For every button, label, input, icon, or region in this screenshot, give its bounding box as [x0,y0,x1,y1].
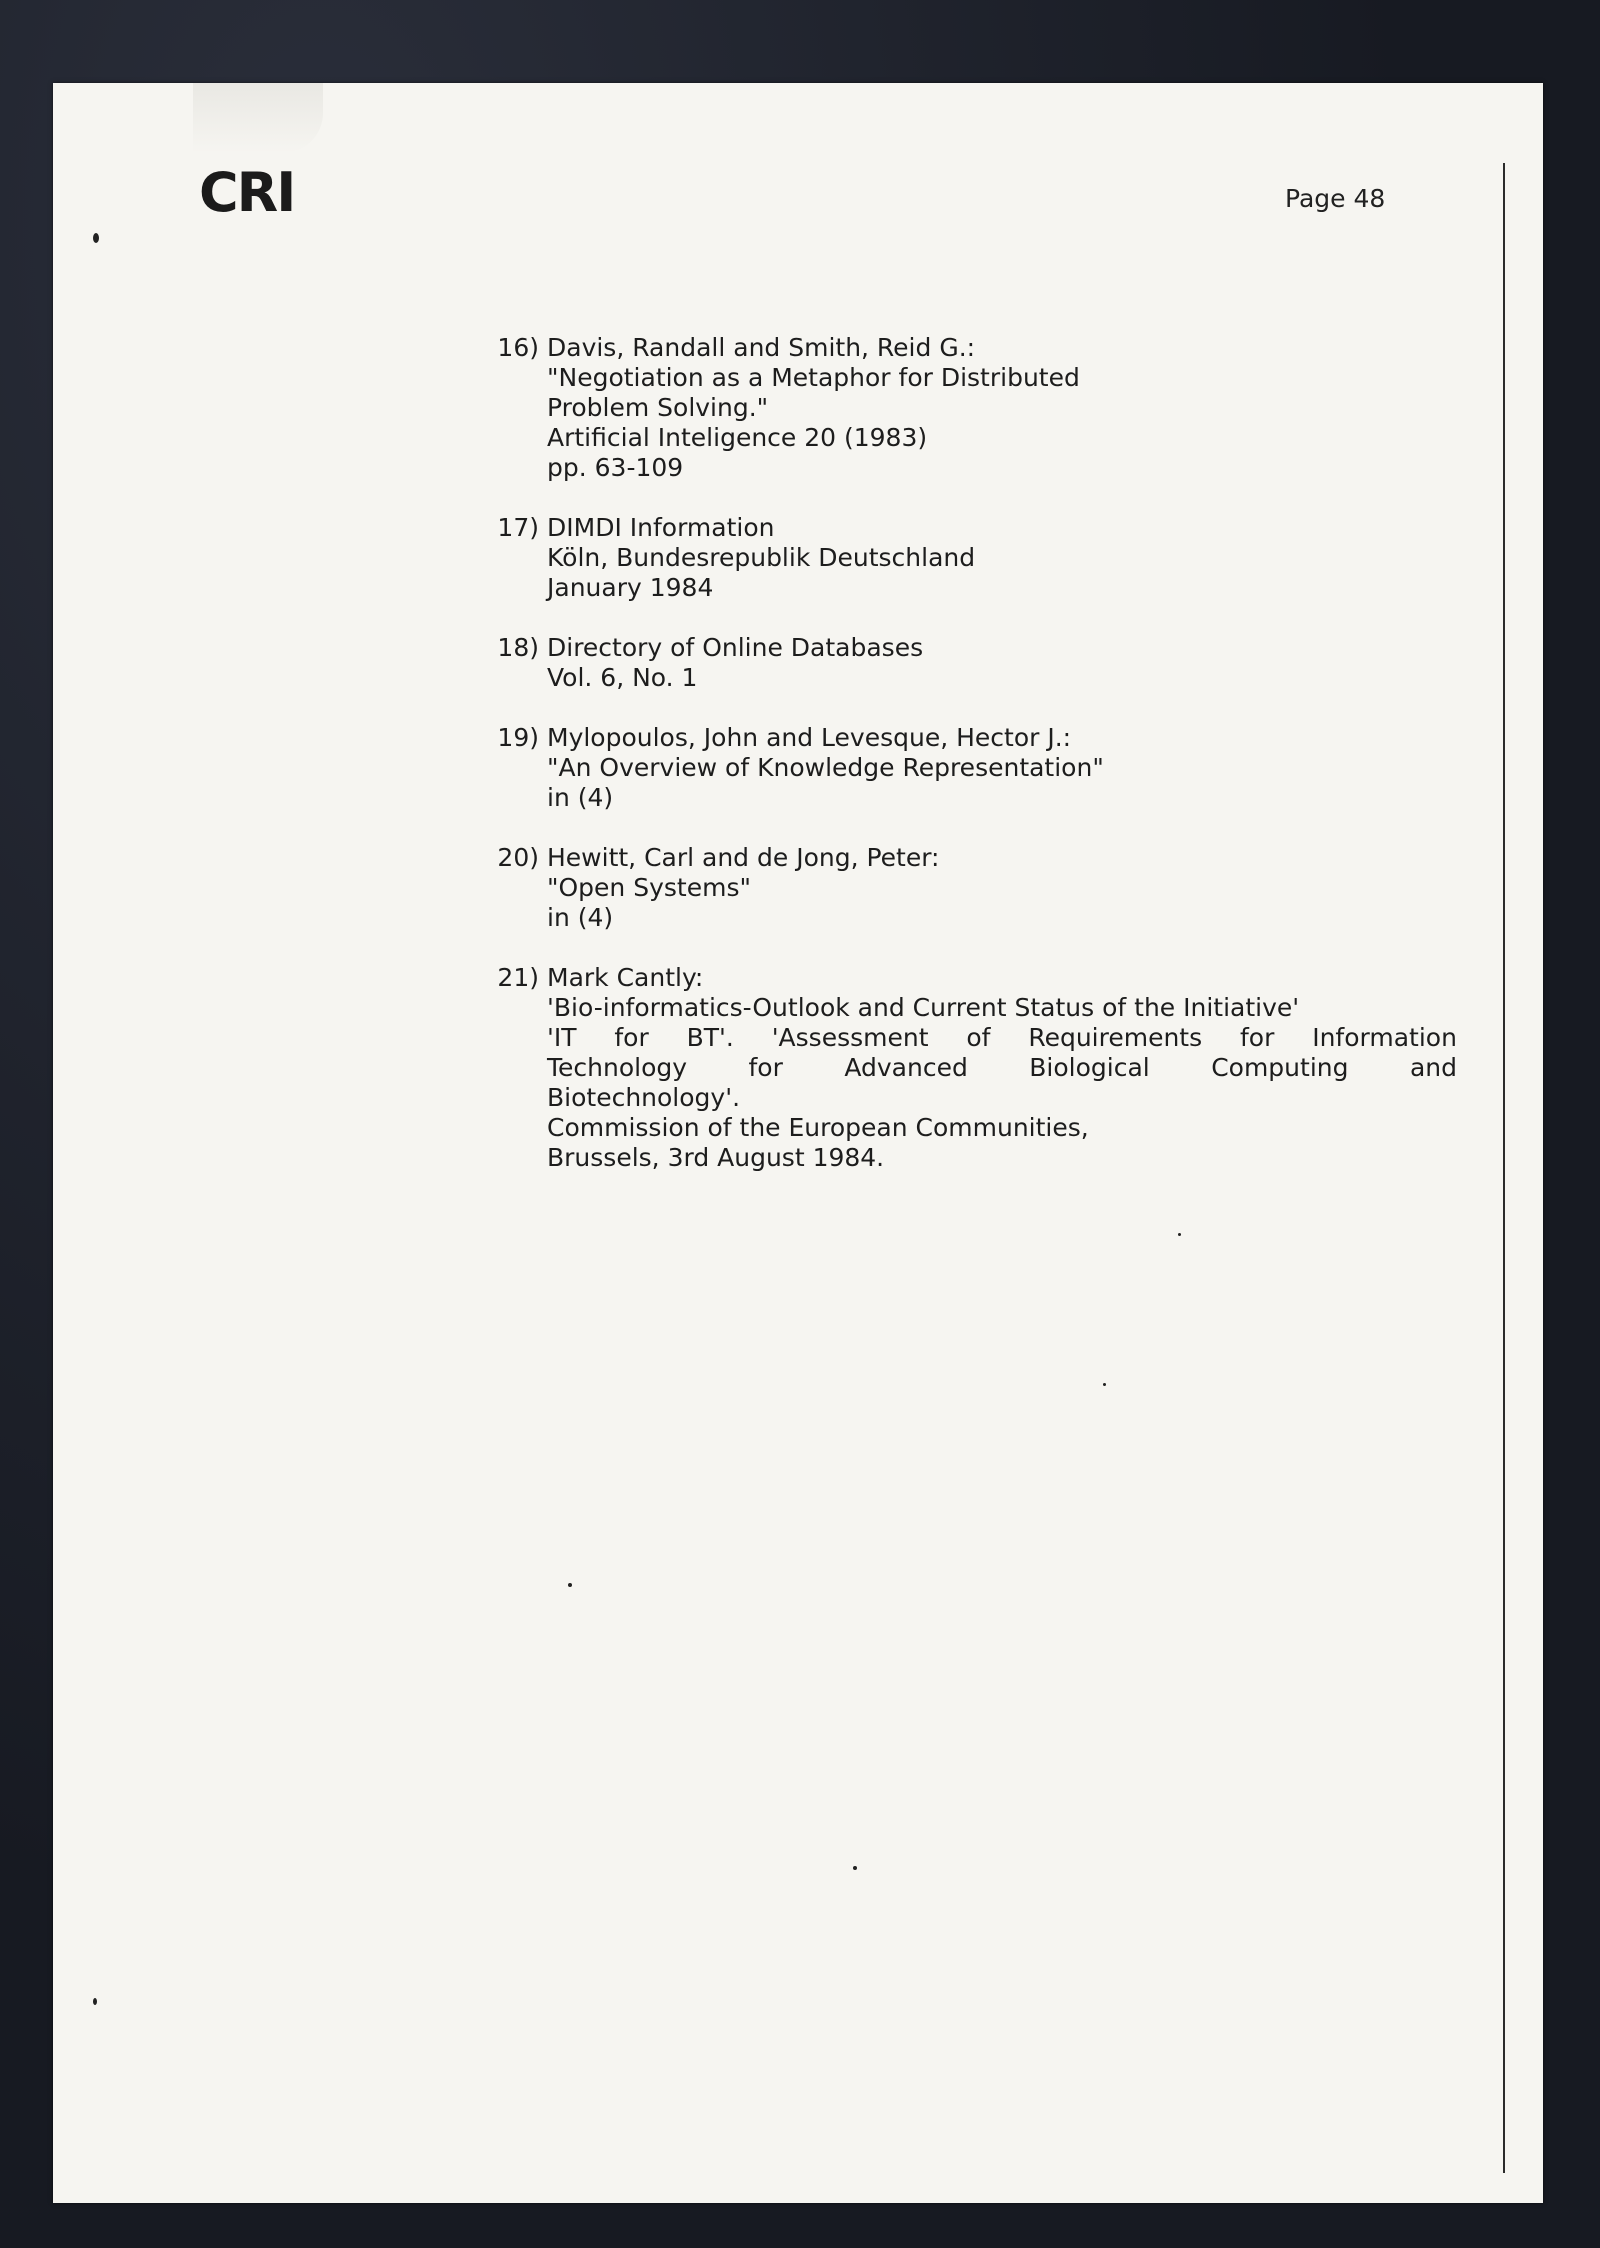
word: for [614,1023,649,1052]
reference-line: Mark Cantly: [547,963,704,992]
word: Computing [1211,1053,1349,1082]
word: 'IT [547,1023,577,1052]
reference-line: Davis, Randall and Smith, Reid G.: [547,333,976,362]
reference-line: in (4) [547,783,614,812]
scan-speck [1103,1383,1106,1386]
word: Requirements [1028,1023,1203,1052]
word: and [1409,1053,1457,1082]
cri-logo: CRI [199,161,295,224]
reference-line: DIMDI Information [547,513,775,542]
reference-21 [493,963,1457,1173]
reference-line: Biotechnology'. [547,1083,741,1112]
reference-justified-line [541,1023,1457,1053]
reference-line: Problem Solving." [547,393,769,422]
word: Biological [1029,1053,1150,1082]
reference-line: "Negotiation as a Metaphor for Distributed [547,363,1080,392]
reference-line: pp. 63-109 [547,453,684,482]
reference-20 [493,843,1453,933]
reference-number: 19) [497,723,539,752]
reference-number: 17) [497,513,539,542]
word: BT'. [686,1023,734,1052]
reference-number: 16) [497,333,539,362]
reference-16 [493,333,1453,483]
reference-line: Brussels, 3rd August 1984. [547,1143,885,1172]
word: for [1239,1023,1275,1052]
reference-number: 18) [497,633,539,662]
page-number: Page 48 [1285,184,1386,213]
word: Advanced [844,1053,968,1082]
reference-18 [493,633,1453,693]
word: 'Assessment [771,1023,929,1052]
scan-speck [853,1866,857,1870]
document-page [53,83,1543,2203]
reference-line: "An Overview of Knowledge Representation" [547,753,1104,782]
reference-line: Köln, Bundesrepublik Deutschland [547,543,976,572]
reference-17 [493,513,1453,603]
reference-justified-line [541,1053,1457,1083]
reference-19 [493,723,1453,813]
word: for [748,1053,783,1082]
word: Technology [547,1053,688,1082]
reference-line: Artificial Inteligence 20 (1983) [547,423,928,452]
word: Information [1312,1023,1457,1052]
reference-number: 21) [497,963,539,992]
reference-line: January 1984 [547,573,714,602]
page-edge-line [1503,163,1505,2173]
scan-speck [93,1998,97,2005]
reference-line: Mylopoulos, John and Levesque, Hector J.: [547,723,1072,752]
reference-line: Hewitt, Carl and de Jong, Peter: [547,843,940,872]
scan-speck [93,233,99,243]
scan-speck [568,1583,572,1587]
reference-line: Vol. 6, No. 1 [547,663,698,692]
reference-line: Directory of Online Databases [547,633,924,662]
reference-list [493,333,1457,1203]
folded-corner [193,83,323,153]
reference-line: in (4) [547,903,614,932]
scan-speck [1178,1233,1181,1236]
reference-line: "Open Systems" [547,873,751,902]
reference-number: 20) [497,843,539,872]
word: of [966,1023,991,1052]
reference-line: 'Bio-informatics-Outlook and Current Status of the Initiative' [547,993,1300,1022]
reference-line: Commission of the European Communities, [547,1113,1089,1142]
